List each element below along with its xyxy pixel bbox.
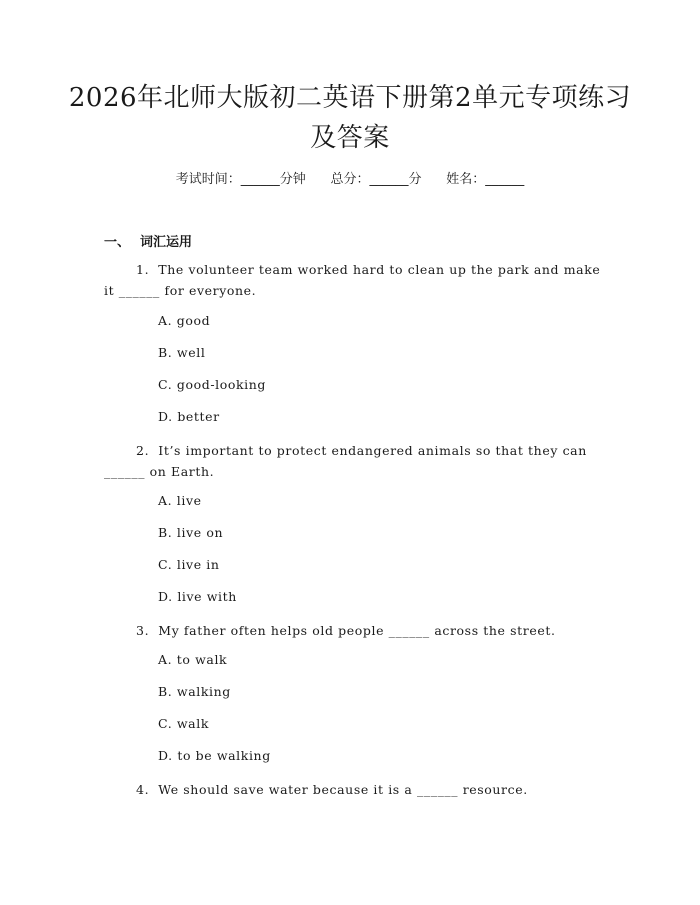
question-1-option-c: C. good-looking xyxy=(158,377,267,392)
question-2-stem: 2. It’s important to protect endangered animals so that they can ______ on Earth. xyxy=(104,443,592,479)
question-1-stem: 1. The volunteer team worked hard to clean up the park and make it ______ for everyone. xyxy=(104,262,605,298)
question-2-option-b: B. live on xyxy=(158,525,224,540)
question-1-option-d: D. better xyxy=(158,409,220,424)
section-number: 一、 xyxy=(104,235,131,250)
exam-info-line: 考试时间：______分钟 总分：______分 姓名：______ xyxy=(175,172,525,187)
question-2-option-a: A. live xyxy=(158,493,202,508)
question-1-option-b: B. well xyxy=(158,345,206,360)
question-3-option-a: A. to walk xyxy=(158,652,228,667)
question-3-option-d: D. to be walking xyxy=(158,748,271,763)
question-1-option-a: A. good xyxy=(158,313,211,328)
question-3-option-b: B. walking xyxy=(158,684,231,699)
question-2-option-c: C. live in xyxy=(158,557,220,572)
question-3-stem: 3. My father often helps old people ______ across the street. xyxy=(104,623,556,638)
question-4-stem: 4. We should save water because it is a ______ resource. xyxy=(104,782,528,797)
document-title: 2026年北师大版初二英语下册第2单元专项练习及答案 xyxy=(68,83,632,153)
section-title: 词汇运用 xyxy=(140,235,193,250)
question-2-option-d: D. live with xyxy=(158,589,237,604)
section-heading xyxy=(104,231,192,250)
question-3-option-c: C. walk xyxy=(158,716,209,731)
